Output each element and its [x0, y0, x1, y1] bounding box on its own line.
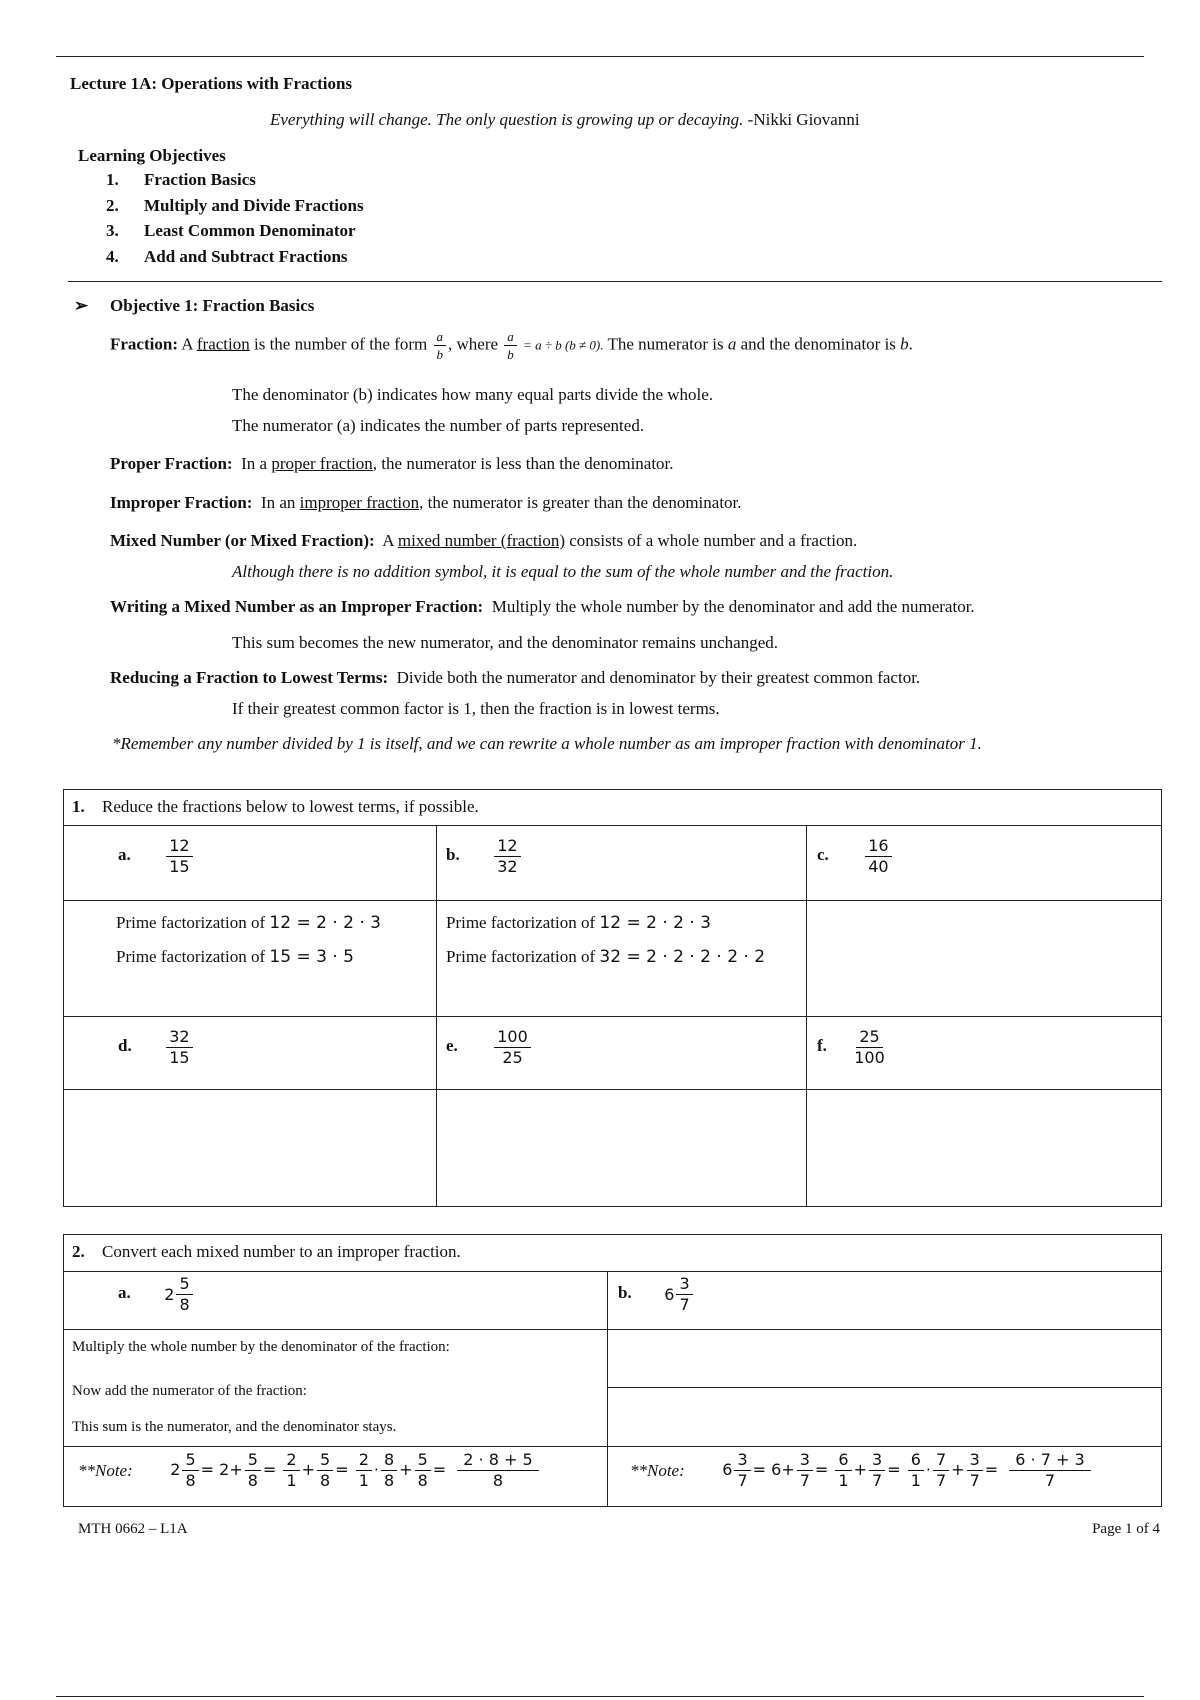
problem-1c [817, 838, 894, 875]
fraction-text: A [181, 334, 197, 354]
writing-text: Multiply the whole number by the denominator and add the numerator. [491, 597, 975, 616]
fraction: $\frac{5}{8}$ [176, 1276, 192, 1313]
work-text: Prime factorization of [116, 947, 270, 966]
item-label: f. [817, 1036, 827, 1056]
objective-label: Least Common Denominator [144, 221, 356, 240]
item-label: a. [118, 1283, 131, 1303]
objective-item [106, 196, 364, 216]
note-b [630, 1452, 1093, 1489]
table-divider [63, 825, 1162, 826]
objective-1-title: Objective 1: Fraction Basics [110, 296, 315, 315]
work-math: 12 = 2 · 2 · 3 [599, 913, 711, 933]
table-divider [607, 1387, 1162, 1388]
problem-1-table [63, 789, 1162, 1207]
quote [270, 110, 860, 130]
writing-note: This sum becomes the new numerator, and the denominator remains unchanged. [232, 633, 778, 652]
note-math: 2 $\frac{5}{8}$ = 2+ $\frac{5}{8}$ = $\frac{2}{1}$ + $\frac{5}{8}$ = $\frac{2}{1}$ · $\frac{8}{8}$ + $\frac{5}{8}$ = $\frac{2 \cdot 8 + 5}{8}$ [170, 1460, 540, 1479]
item-label: b. [446, 845, 460, 865]
fraction-text: The numerator is [607, 334, 728, 354]
objective-num: 3. [106, 221, 119, 240]
proper-word: proper fraction [271, 454, 373, 473]
work-math: 12 = 2 · 2 · 3 [269, 913, 381, 933]
objective-num: 1. [106, 170, 119, 189]
mixed-text: consists of a whole number and a fraction. [564, 531, 858, 550]
table-divider [63, 1329, 1162, 1330]
improper-term: Improper Fraction: [110, 493, 253, 512]
work-text: Prime factorization of [446, 913, 600, 932]
problem-2a [118, 1276, 195, 1313]
objective-item [106, 247, 348, 267]
table-divider [436, 825, 437, 1207]
fraction: $\frac{32}{15}$ [166, 1029, 192, 1066]
item-label: e. [446, 1036, 458, 1056]
step-1-text: Multiply the whole number by the denominator of the fraction: [72, 1339, 450, 1355]
objective-label: Multiply and Divide Fractions [144, 196, 364, 215]
numerator-note: The numerator (a) indicates the number of parts represented. [232, 416, 645, 435]
var-b: b [900, 334, 909, 354]
writing-mixed-def [110, 597, 975, 617]
problem-2-prompt [72, 1242, 461, 1262]
bullet-arrow-icon: ➢ [74, 296, 89, 315]
fraction: $\frac{25}{100}$ [854, 1027, 885, 1067]
item-label: d. [118, 1036, 132, 1056]
work-1a-line1 [116, 913, 381, 933]
fraction: $\frac{16}{40}$ [865, 838, 891, 875]
mixed-word: mixed number (fraction) [397, 531, 565, 550]
item-label: c. [817, 845, 829, 865]
work-text: Prime factorization of [446, 947, 600, 966]
fraction-text: is the number of the form [249, 334, 432, 354]
problem-text: Reduce the fractions below to lowest terms, if possible. [102, 797, 479, 816]
problem-2b [618, 1276, 695, 1313]
mixed-whole: 2 [164, 1285, 175, 1304]
work-text: Prime factorization of [116, 913, 270, 932]
table-divider [63, 1446, 1162, 1447]
footer-page-number: Page 1 of 4 [1092, 1521, 1160, 1537]
work-1b-line1 [446, 913, 711, 933]
problem-1a [118, 838, 195, 875]
step-2-text: Now add the numerator of the fraction: [72, 1383, 307, 1399]
problem-1e [446, 1029, 533, 1066]
reducing-note: If their greatest common factor is 1, then the fraction is in lowest terms. [232, 699, 720, 718]
page-title: Lecture 1A: Operations with Fractions [70, 74, 353, 93]
item-label: a. [118, 845, 131, 865]
fraction-definition [110, 330, 913, 361]
remember-note: *Remember any number divided by 1 is itself, and we can rewrite a whole number as am improper fraction with denominator 1. [112, 734, 982, 753]
reducing-term: Reducing a Fraction to Lowest Terms: [110, 668, 389, 687]
proper-term: Proper Fraction: [110, 454, 233, 473]
mixed-text: A [382, 531, 398, 550]
quote-author: -Nikki Giovanni [743, 110, 860, 129]
problem-1b [446, 838, 523, 875]
note-math: 6 $\frac{3}{7}$ = 6+ $\frac{3}{7}$ = $\frac{6}{1}$ + $\frac{3}{7}$ = $\frac{6}{1}$ · $\frac{7}{7}$ + $\frac{3}{7}$ = $\frac{6 \cdot 7 + 3}{7}$ [722, 1460, 1092, 1479]
note-a [78, 1452, 541, 1489]
top-rule [56, 56, 1144, 57]
objective-item [106, 221, 356, 241]
mixed-note: Although there is no addition symbol, it is equal to the sum of the whole number and the fraction. [232, 562, 894, 581]
objective-1-heading [74, 296, 314, 316]
section-rule [68, 281, 1162, 282]
proper-text: In a [241, 454, 272, 473]
table-divider [806, 825, 807, 1207]
table-divider [63, 1271, 1162, 1272]
table-divider [63, 1089, 1162, 1090]
fraction-text: and the denominator is [736, 334, 901, 354]
denominator-note: The denominator (b) indicates how many equal parts divide the whole. [232, 385, 714, 404]
fraction-a-over-b: $\frac{a}{b}$ [504, 330, 517, 361]
objective-item [106, 170, 256, 190]
problem-number: 1. [72, 797, 85, 816]
reducing-text: Divide both the numerator and denominator by their greatest common factor. [396, 668, 921, 687]
problem-1-prompt [72, 797, 479, 817]
reducing-def [110, 668, 920, 688]
improper-fraction-def [110, 493, 742, 513]
improper-text: , the numerator is greater than the denominator. [419, 493, 742, 512]
work-math: 32 = 2 · 2 · 2 · 2 · 2 [599, 947, 766, 967]
writing-term: Writing a Mixed Number as an Improper Fraction: [110, 597, 484, 616]
fraction-word: fraction [196, 334, 250, 354]
work-1b-line2 [446, 947, 765, 967]
work-math: 15 = 3 · 5 [269, 947, 354, 967]
mixed-number-def [110, 531, 857, 551]
learning-objectives-heading: Learning Objectives [78, 146, 226, 165]
quote-text: Everything will change. The only question is growing up or decaying. [270, 110, 744, 129]
var-a: a [727, 334, 737, 354]
fraction-text: , where [448, 334, 503, 354]
item-label: b. [618, 1283, 632, 1303]
note-label: **Note: [78, 1460, 133, 1480]
note-label: **Note: [630, 1460, 685, 1480]
table-divider [63, 1016, 1162, 1017]
improper-text: In an [260, 493, 300, 512]
fraction: $\frac{100}{25}$ [494, 1029, 531, 1066]
objective-num: 4. [106, 247, 119, 266]
fraction-term: Fraction: [110, 334, 178, 354]
objective-num: 2. [106, 196, 119, 215]
proper-fraction-def [110, 454, 674, 474]
table-divider [63, 900, 1162, 901]
table-divider [607, 1271, 608, 1507]
fraction: $\frac{3}{7}$ [676, 1276, 692, 1313]
fraction: $\frac{12}{15}$ [166, 838, 192, 875]
period: . [908, 334, 913, 354]
objective-label: Fraction Basics [144, 170, 256, 189]
proper-text: , the numerator is less than the denominator. [372, 454, 674, 473]
mixed-term: Mixed Number (or Mixed Fraction): [110, 531, 375, 550]
problem-1f [817, 1029, 890, 1066]
bottom-rule [56, 1696, 1144, 1697]
objective-label: Add and Subtract Fractions [144, 247, 348, 266]
work-1a-line2 [116, 947, 354, 967]
footer-course: MTH 0662 – L1A [78, 1521, 188, 1537]
problem-1d [118, 1029, 195, 1066]
problem-text: Convert each mixed number to an improper fraction. [102, 1242, 461, 1261]
fraction-a-over-b: $\frac{a}{b}$ [434, 330, 447, 361]
improper-word: improper fraction [299, 493, 420, 512]
problem-number: 2. [72, 1242, 85, 1261]
fraction: $\frac{12}{32}$ [494, 838, 520, 875]
mixed-whole: 6 [664, 1285, 675, 1304]
fraction-equation: = a ÷ b (b ≠ 0). [523, 337, 604, 353]
step-3-text: This sum is the numerator, and the denominator stays. [72, 1419, 397, 1435]
